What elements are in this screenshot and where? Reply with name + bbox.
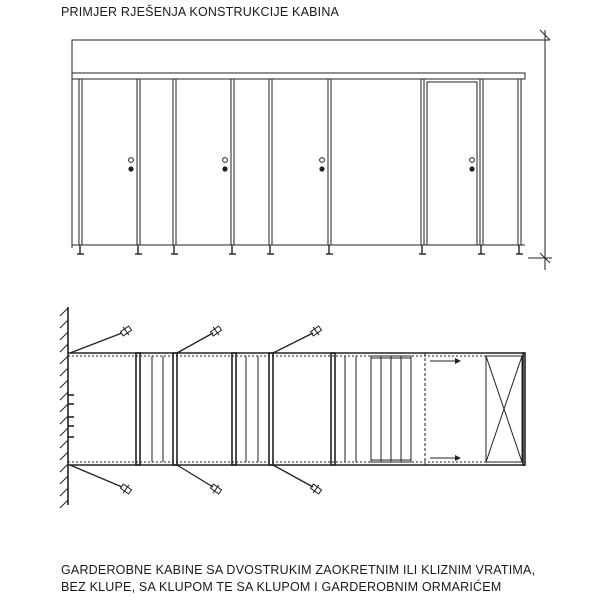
plan-view [60, 307, 525, 508]
drawing-caption [61, 562, 535, 596]
plan-wall [60, 307, 74, 508]
sliding-door [427, 82, 477, 245]
drawing-title: PRIMJER RJEŠENJA KONSTRUKCIJE KABINA [61, 5, 340, 19]
caption-line-1: GARDEROBNE KABINE SA DVOSTRUKIM ZAOKRETNIM ILI KLIZNIM VRATIMA, [61, 563, 536, 577]
cabin-feet [77, 245, 523, 254]
sliding-arrow-icons [430, 358, 461, 461]
door-lock-icons [128, 158, 474, 172]
benches [152, 356, 356, 462]
sliding-cabin [425, 353, 522, 465]
swing-doors-bottom [70, 465, 323, 496]
locker-unit [371, 356, 411, 462]
cabin-posts [79, 79, 521, 245]
swing-doors-top [70, 324, 323, 353]
elevation-view [72, 30, 552, 270]
plan-partitions [136, 353, 525, 465]
caption-line-2: BEZ KLUPE, SA KLUPOM TE SA KLUPOM I GARDEROBNIM ORMARIĆEM [61, 580, 502, 594]
